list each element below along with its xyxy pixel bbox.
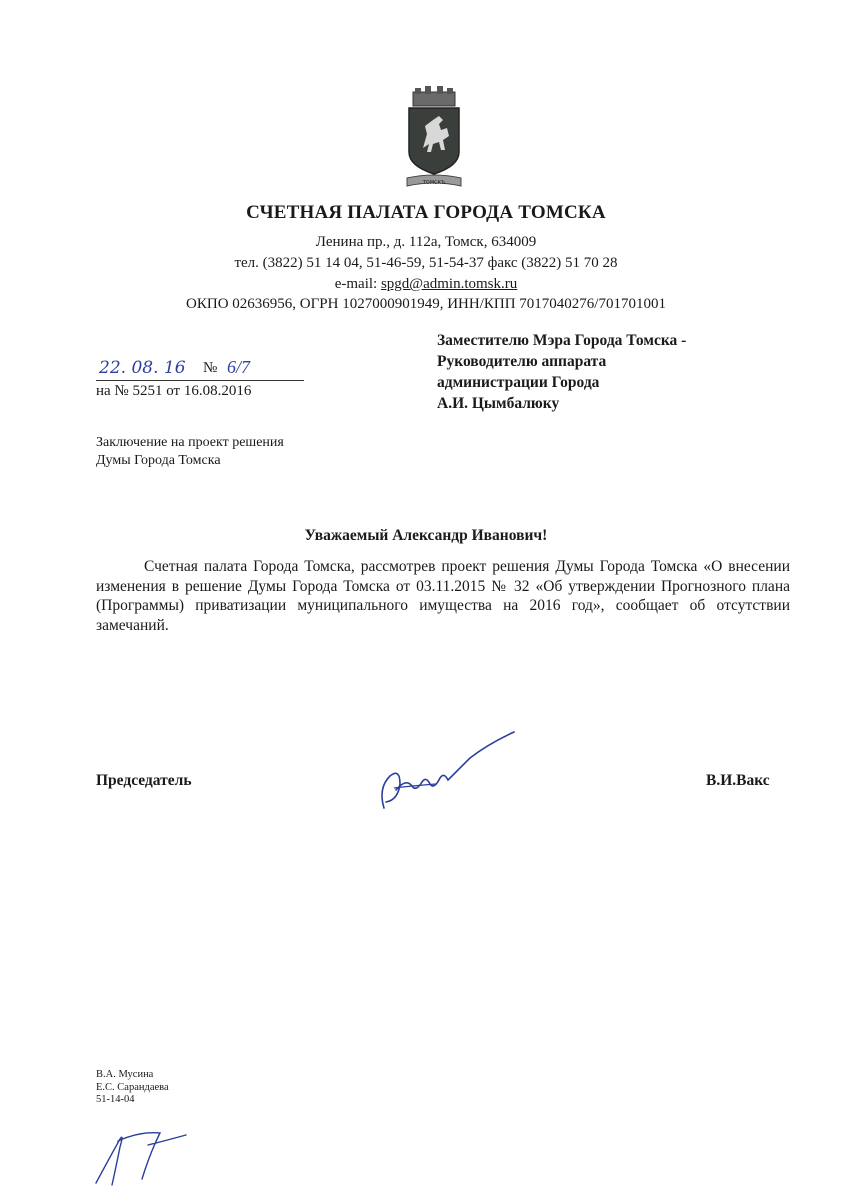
org-email-line — [0, 276, 852, 293]
executor-line-2: Е.С. Сарандаева — [96, 1081, 169, 1093]
addressee-line-4: А.И. Цымбалюку — [437, 395, 560, 412]
coat-of-arms-icon — [403, 86, 465, 192]
executors-block — [96, 1069, 169, 1107]
executor-phone: 51-14-04 — [96, 1094, 135, 1105]
signatory-title: Председатель — [96, 772, 192, 789]
handwritten-initials-icon — [90, 1127, 190, 1189]
salutation: Уважаемый Александр Иванович! — [304, 527, 548, 544]
email-label: e-mail: — [334, 276, 381, 292]
number-label: № — [203, 360, 218, 376]
org-codes: ОКПО 02636956, ОГРН 1027000901949, ИНН/КПП 7017040276/701701001 — [186, 296, 666, 312]
email-link[interactable]: spgd@admin.tomsk.ru — [380, 276, 518, 292]
addressee-line-3: администрации Города — [437, 374, 600, 391]
org-address: Ленина пр., д. 112а, Томск, 634009 — [315, 234, 537, 250]
executor-line-1: В.А. Мусина — [96, 1069, 154, 1080]
subject-line-1: Заключение на проект решения — [96, 435, 284, 450]
handwritten-signature-icon — [370, 728, 520, 814]
subject-line-2: Думы Города Томска — [96, 453, 221, 468]
signatory-name: В.И.Вакс — [706, 772, 770, 789]
addressee-block — [437, 330, 686, 414]
addressee-line-1: Заместителю Мэра Города Томска - — [437, 332, 687, 349]
org-phones: тел. (3822) 51 14 04, 51-46-59, 51-54-37 факс (3822) 51 70 28 — [234, 255, 618, 271]
handwritten-date: 22. 08. 16 — [99, 358, 186, 378]
organization-name: СЧЕТНАЯ ПАЛАТА ГОРОДА ТОМСКА — [246, 202, 606, 223]
addressee-line-2: Руководителю аппарата — [437, 353, 607, 370]
registration-line — [96, 358, 304, 381]
reference-line: на № 5251 от 16.08.2016 — [96, 383, 252, 399]
letter-body: Счетная палата Города Томска, рассмотрев проект решения Думы Города Томска «О внесении изменения в решение Думы Города Томска от 03.11.2015 № 32 «Об утверждении Прогнозного плана (Программы) приватизации муниципального имущества на 2016 год», сообщает об отсутствии замечаний. — [96, 558, 790, 634]
crest-ribbon-text: ТОМСКЪ — [422, 180, 446, 186]
handwritten-number: 6/7 — [227, 357, 251, 377]
subject-block — [96, 434, 284, 470]
